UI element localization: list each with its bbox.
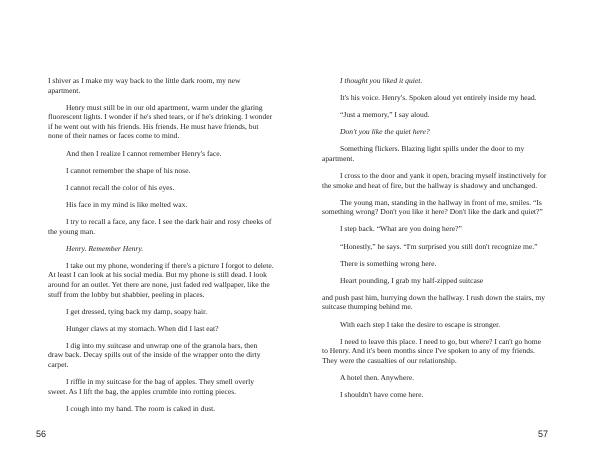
paragraph-italic: Don't you like the quiet here? [340, 127, 430, 137]
paragraph: I cannot remember the shape of his nose. [66, 165, 191, 175]
paragraph: Heart pounding, I grab my half-zipped suitcase [340, 275, 484, 285]
paragraph: I cross to the door and yank it open, bracing myself instinctively for the smoke and heat of fire, but the hallway is shadowy and unchanged. [322, 171, 547, 190]
paragraph: Henry must still be in our old apartment, warm under the glaring fluorescent lights. I wonder if he's shed tears, or if he's drinking. I wonder if he went out with his friends. His friends. He must have friends, but none of their names or faces come to mind. [48, 102, 273, 141]
paragraph: I riffle in my suitcase for the bag of apples. They smell overly sweet. As I lift the bag, the apples crumble into rotting pieces. [48, 377, 255, 396]
paragraph: It's his voice. Henry's. Spoken aloud yet entirely inside my head. [340, 93, 537, 103]
paragraph: His face in my mind is like melted wax. [66, 199, 188, 209]
paragraph: “Just a memory,” I say aloud. [340, 110, 430, 120]
paragraph: I try to recall a face, any face. I see the dark hair and rosy cheeks of the young man. [48, 216, 272, 236]
page-number-right: 57 [538, 429, 549, 439]
paragraph: I cannot recall the color of his eyes. [66, 182, 175, 192]
paragraph: I take out my phone, wondering if there's a picture I forgot to delete. At least I can look at his social media. But my phone is still dead. I look around for an outlet. Yet there are none, just faded red wallpaper, like the stuff from the lobby but shabbier, peeling in places. [48, 260, 274, 299]
paragraph-italic: I thought you liked it quiet. [340, 76, 423, 85]
paragraph: There is something wrong here. [340, 258, 437, 268]
paragraph: I step back. “What are you doing here?” [340, 224, 462, 234]
paragraph: Something flickers. Blazing light spills under the door to my apartment. [322, 144, 525, 163]
paragraph: I dig into my suitcase and unwrap one of the granola bars, then draw back. Decay spills out of the inside of the wrapper onto the dirty carpet. [48, 340, 261, 369]
paragraph: I shouldn't have come here. [340, 389, 424, 399]
paragraph: A hotel then. Anywhere. [340, 372, 415, 382]
paragraph: I get dressed, tying back my damp, soapy hair. [66, 306, 208, 316]
paragraph: And then I realize I cannot remember Henry's face. [66, 148, 222, 158]
paragraph: “Honestly,” he says. “I'm surprised you still don't recognize me.” [340, 241, 538, 251]
paragraph-italic: Henry. Remember Henry. [66, 243, 144, 253]
paragraph: I need to leave this place. I need to go, but where? I can't go home to Henry. And it's been months since I've spoken to any of my friends. They were the casualties of our relationship. [322, 336, 542, 365]
paragraph: I cough into my hand. The room is caked in dust. [66, 403, 216, 413]
paragraph: The young man, standing in the hallway in front of me, smiles. “Is something wrong? Don't you like it here? Don't like the dark and quiet?” [322, 197, 543, 217]
paragraph: With each step I take the desire to escape is stronger. [340, 319, 501, 329]
paragraph: I shiver as I make my way back to the little dark room, my new apartment. [48, 76, 241, 95]
left-page [48, 76, 274, 421]
page-number-left: 56 [36, 429, 47, 439]
paragraph: and push past him, hurrying down the hallway. I rush down the stairs, my suitcase thumping behind me. [322, 292, 546, 312]
paragraph: Hunger claws at my stomach. When did I last eat? [66, 323, 219, 333]
right-page [322, 76, 548, 407]
